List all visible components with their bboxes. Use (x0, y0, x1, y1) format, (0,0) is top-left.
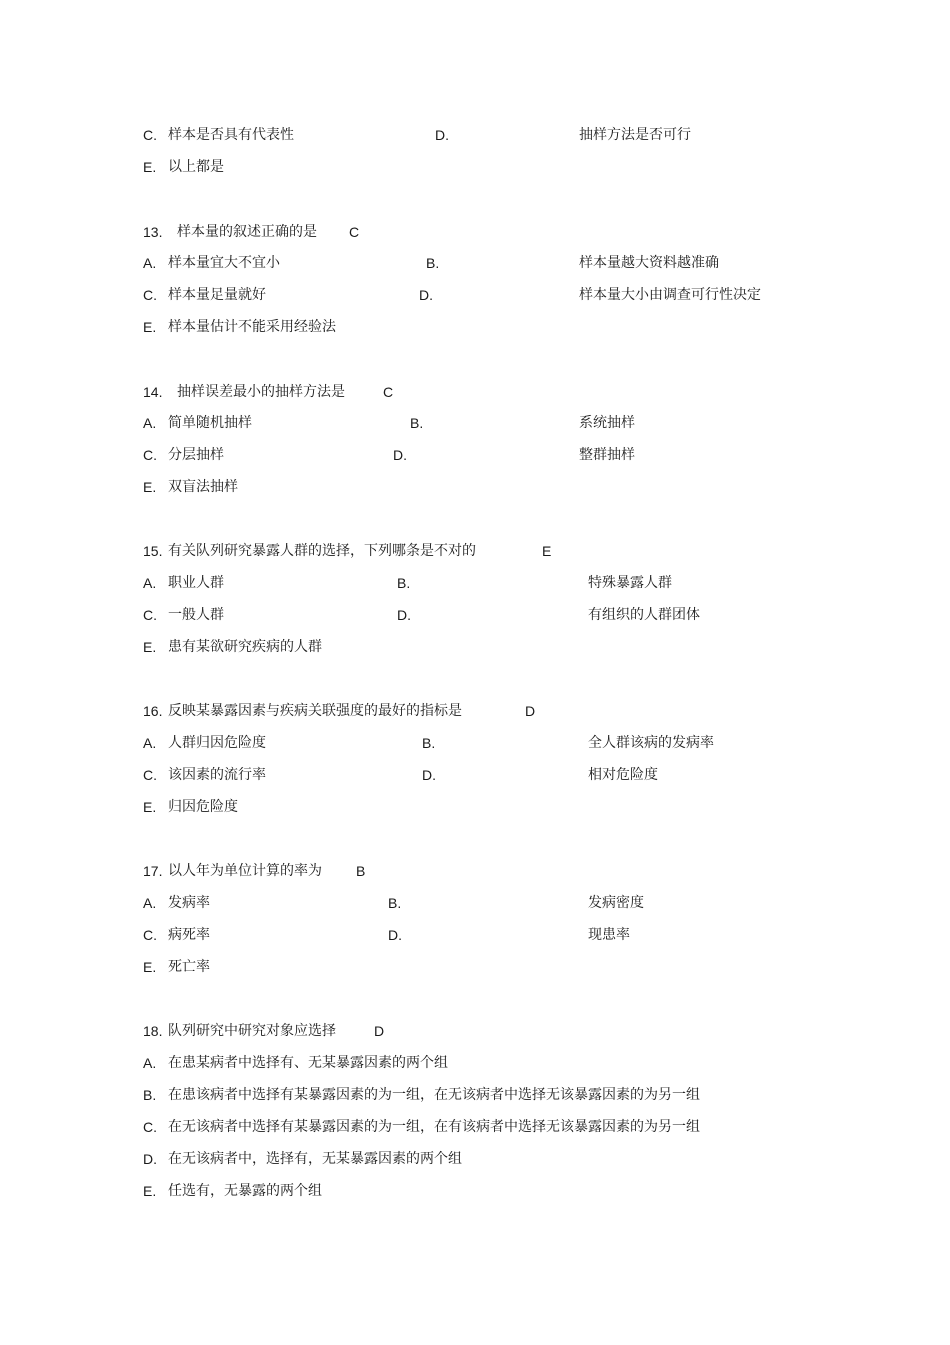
option-text: 在患该病者中选择有某暴露因素的为一组，在无该病者中选择无该暴露因素的为另一组 (168, 1087, 700, 1103)
question-stem: 以人年为单位计算的率为 (168, 863, 322, 879)
option-label: E. (143, 159, 157, 175)
option-label: C. (143, 767, 157, 783)
question-stem: 样本量的叙述正确的是 (177, 224, 317, 240)
question-number: 18. (143, 1023, 163, 1039)
question-stem: 有关队列研究暴露人群的选择，下列哪条是不对的 (168, 543, 476, 559)
option-label: D. (422, 767, 436, 783)
option-text: 双盲法抽样 (168, 479, 238, 495)
option-label: E. (143, 639, 157, 655)
option-text: 样本是否具有代表性 (168, 127, 294, 143)
option-label: B. (410, 415, 424, 431)
option-text: 系统抽样 (579, 415, 635, 431)
question-answer: D (374, 1023, 385, 1039)
question-answer: C (383, 384, 394, 400)
option-text: 发病密度 (588, 895, 644, 911)
question-stem: 队列研究中研究对象应选择 (168, 1023, 336, 1039)
option-text: 以上都是 (168, 159, 224, 175)
option-label: D. (388, 927, 402, 943)
option-label: A. (143, 895, 157, 911)
option-label: E. (143, 1183, 157, 1199)
question-answer: C (349, 224, 360, 240)
option-text: 整群抽样 (579, 447, 635, 463)
question-number: 17. (143, 863, 163, 879)
option-label: A. (143, 415, 157, 431)
question-stem: 抽样误差最小的抽样方法是 (177, 384, 345, 400)
question-number: 15. (143, 543, 163, 559)
option-label: E. (143, 479, 157, 495)
option-text: 特殊暴露人群 (588, 575, 672, 591)
option-text: 样本量大小由调查可行性决定 (579, 287, 761, 303)
option-text: 样本量估计不能采用经验法 (168, 319, 336, 335)
option-text: 人群归因危险度 (168, 735, 266, 751)
option-text: 简单随机抽样 (168, 415, 252, 431)
option-text: 相对危险度 (588, 767, 658, 783)
option-text: 在无该病者中，选择有，无某暴露因素的两个组 (168, 1151, 462, 1167)
option-label: C. (143, 927, 157, 943)
option-label: A. (143, 255, 157, 271)
option-text: 现患率 (588, 927, 630, 943)
option-text: 有组织的人群团体 (588, 607, 700, 623)
option-label: B. (397, 575, 411, 591)
option-label: C. (143, 1119, 157, 1135)
option-label: C. (143, 127, 157, 143)
option-text: 全人群该病的发病率 (588, 735, 714, 751)
option-label: A. (143, 575, 157, 591)
option-text: 病死率 (168, 927, 210, 943)
option-label: B. (426, 255, 440, 271)
option-label: B. (143, 1087, 157, 1103)
option-label: D. (419, 287, 433, 303)
option-label: E. (143, 959, 157, 975)
question-number: 13. (143, 224, 163, 240)
option-text: 任选有，无暴露的两个组 (168, 1183, 322, 1199)
question-answer: E (542, 543, 552, 559)
option-label: A. (143, 735, 157, 751)
option-label: D. (393, 447, 407, 463)
option-label: E. (143, 319, 157, 335)
option-label: C. (143, 447, 157, 463)
option-text: 发病率 (168, 895, 210, 911)
option-label: C. (143, 287, 157, 303)
option-text: 在无该病者中选择有某暴露因素的为一组，在有该病者中选择无该暴露因素的为另一组 (168, 1119, 700, 1135)
option-label: E. (143, 799, 157, 815)
question-number: 14. (143, 384, 163, 400)
option-text: 样本量越大资料越准确 (579, 255, 719, 271)
option-text: 在患某病者中选择有、无某暴露因素的两个组 (168, 1055, 448, 1071)
question-answer: B (356, 863, 366, 879)
option-text: 样本量足量就好 (168, 287, 266, 303)
option-label: A. (143, 1055, 157, 1071)
option-text: 一般人群 (168, 607, 224, 623)
option-text: 患有某欲研究疾病的人群 (168, 639, 322, 655)
option-text: 分层抽样 (168, 447, 224, 463)
question-number: 16. (143, 703, 163, 719)
option-text: 样本量宜大不宜小 (168, 255, 280, 271)
option-label: D. (397, 607, 411, 623)
option-label: B. (388, 895, 402, 911)
question-stem: 反映某暴露因素与疾病关联强度的最好的指标是 (168, 703, 462, 719)
option-text: 归因危险度 (168, 799, 238, 815)
question-answer: D (525, 703, 536, 719)
option-text: 职业人群 (168, 575, 224, 591)
option-label: C. (143, 607, 157, 623)
option-label: D. (143, 1151, 157, 1167)
option-text: 该因素的流行率 (168, 767, 266, 783)
option-label: D. (435, 127, 449, 143)
option-text: 抽样方法是否可行 (579, 127, 691, 143)
option-label: B. (422, 735, 436, 751)
option-text: 死亡率 (168, 959, 210, 975)
